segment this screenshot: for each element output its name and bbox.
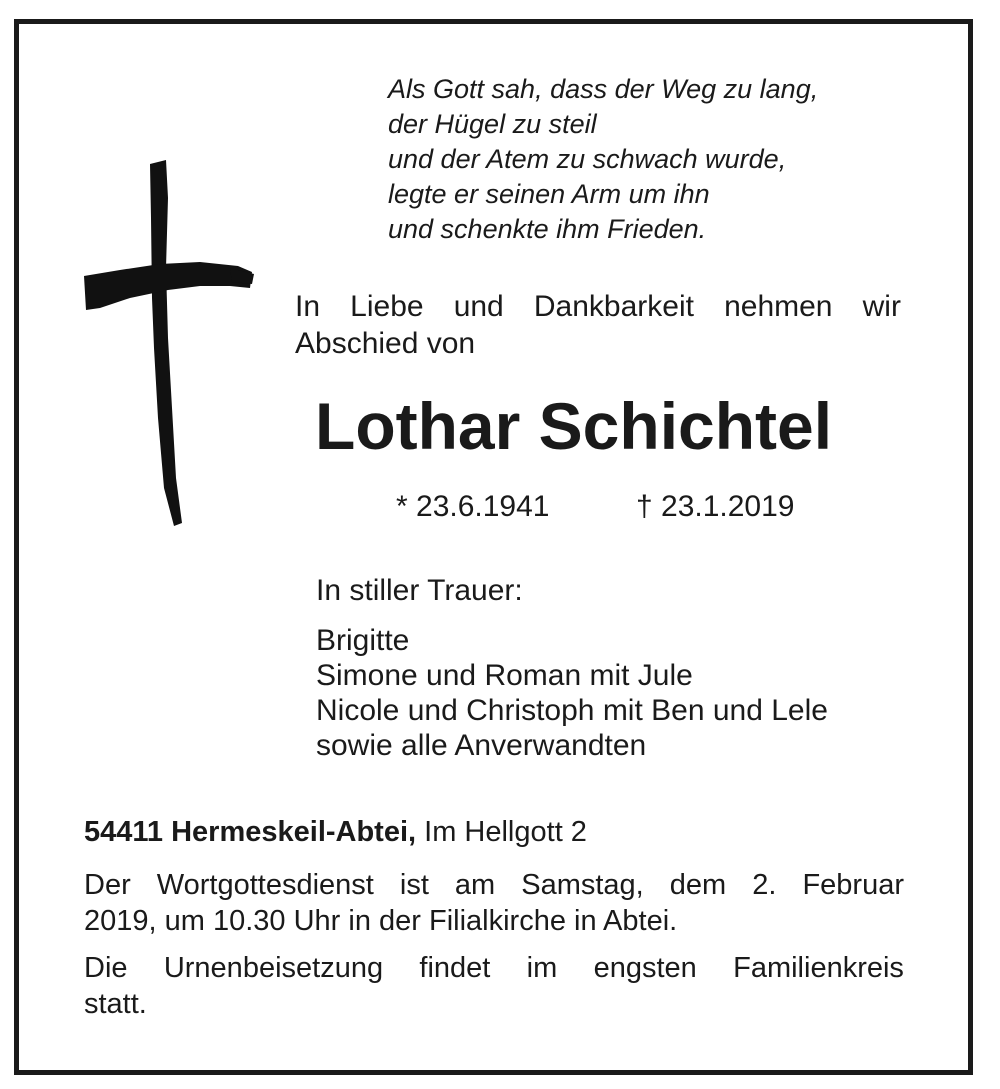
poem-line: der Hügel zu steil (388, 109, 597, 139)
family-list (316, 623, 828, 763)
birth-date: * 23.6.1941 (396, 490, 550, 523)
service-word: Februar (802, 869, 904, 901)
service-word: Wortgottesdienst (156, 869, 374, 901)
poem-line: Als Gott sah, dass der Weg zu lang, (388, 74, 819, 104)
burial-word: findet (419, 952, 491, 984)
intro-word: und (453, 290, 504, 323)
service-line-1 (84, 867, 904, 903)
intro-word: nehmen (724, 290, 833, 323)
burial-word: im (526, 952, 558, 984)
address (84, 816, 587, 849)
service-word: ist (399, 869, 429, 901)
service-word: dem (669, 869, 727, 901)
intro-word: wir (862, 290, 901, 323)
address-street: Im Hellgott 2 (416, 816, 587, 848)
family-member: sowie alle Anverwandten (316, 729, 647, 762)
death-date: † 23.1.2019 (636, 490, 795, 523)
poem-line: und der Atem zu schwach wurde, (388, 144, 787, 174)
poem-line: legte er seinen Arm um ihn (388, 179, 710, 209)
burial-word: Die (84, 952, 128, 984)
family-member: Nicole und Christoph mit Ben und Lele (316, 694, 828, 727)
burial-line-1 (84, 950, 904, 986)
intro-line-1 (295, 288, 901, 325)
burial-word: Urnenbeisetzung (163, 952, 384, 984)
burial-line-2: statt. (84, 988, 147, 1020)
service-word: Samstag, (521, 869, 644, 901)
service-word: am (454, 869, 496, 901)
family-member: Brigitte (316, 624, 410, 657)
service-notice (84, 867, 904, 939)
intro-text (295, 288, 901, 362)
intro-word: In (295, 290, 321, 323)
poem-line: und schenkte ihm Frieden. (388, 214, 707, 244)
service-line-2: 2019, um 10.30 Uhr in der Filialkirche in Abtei. (84, 905, 678, 937)
burial-notice (84, 950, 904, 1022)
deceased-name: Lothar Schichtel (315, 389, 833, 463)
address-place: 54411 Hermeskeil-Abtei, (84, 816, 417, 848)
brush-cross-icon (80, 158, 255, 528)
service-word: Der (84, 869, 131, 901)
service-word: 2. (752, 869, 777, 901)
mourning-heading: In stiller Trauer: (316, 574, 523, 607)
poem (388, 72, 818, 247)
family-member: Simone und Roman mit Jule (316, 659, 693, 692)
burial-word: Familienkreis (733, 952, 904, 984)
intro-word: Dankbarkeit (533, 290, 694, 323)
intro-word: Liebe (350, 290, 424, 323)
intro-line-2: Abschied von (295, 327, 476, 360)
burial-word: engsten (593, 952, 697, 984)
